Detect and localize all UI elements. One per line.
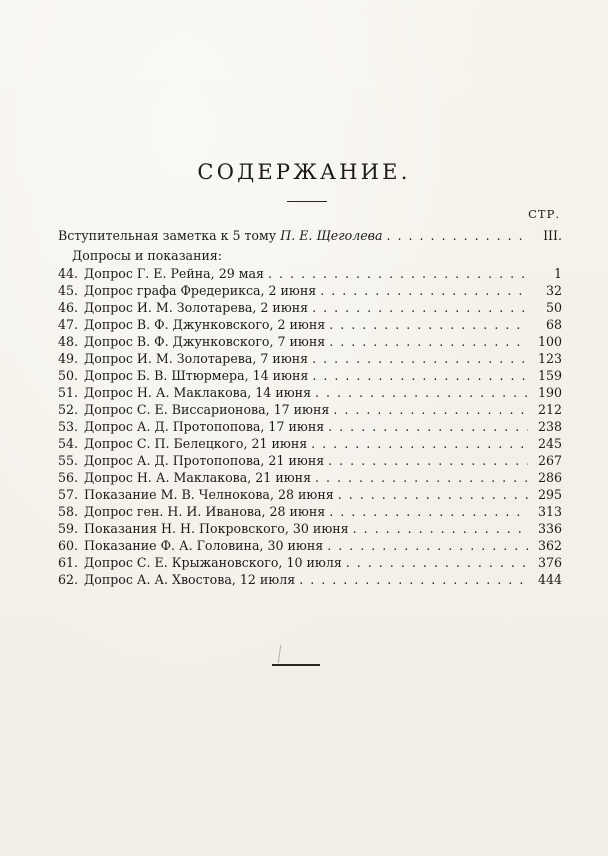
entry-number: 52.	[58, 402, 79, 417]
contents-entry	[58, 503, 562, 520]
contents-entry	[58, 384, 562, 401]
entry-page-number: 68	[545, 317, 562, 332]
entry-title: Допрос А. Д. Протопопова, 21 июня	[84, 453, 325, 468]
entry-number: 47.	[58, 317, 79, 332]
dot-leader	[311, 384, 528, 401]
entry-label	[58, 503, 325, 520]
contents-entry	[58, 350, 562, 367]
entry-page-number: 50	[545, 300, 562, 315]
entry-title: Допрос графа Фредерикса, 2 июня	[84, 283, 317, 298]
entry-number: 45.	[58, 283, 79, 298]
dot-leader	[323, 537, 528, 554]
contents-entry	[58, 367, 562, 384]
entry-title: Показание Ф. А. Головина, 30 июня	[84, 538, 324, 553]
entry-page-number: 212	[537, 402, 562, 417]
dot-leader	[308, 299, 528, 316]
entry-number: 46.	[58, 300, 79, 315]
entry-label	[58, 299, 308, 316]
dot-leader	[329, 401, 528, 418]
section-heading	[58, 247, 562, 265]
entry-number: 49.	[58, 351, 79, 366]
dot-leader	[342, 554, 528, 571]
entry-label	[58, 265, 264, 282]
intro-label: Вступительная заметка к 5 тому	[58, 228, 277, 243]
entry-number: 61.	[58, 555, 79, 570]
section-label: Допросы и показания:	[72, 248, 223, 263]
entry-number: 51.	[58, 385, 79, 400]
entry-page-number: 313	[537, 504, 562, 519]
contents-entry	[58, 282, 562, 299]
entry-title: Допрос И. М. Золотарева, 2 июня	[84, 300, 309, 315]
intro-page-number: III.	[543, 228, 562, 243]
entry-label	[58, 486, 334, 503]
entry-page-number: 376	[537, 555, 562, 570]
entry-title: Допрос И. М. Золотарева, 7 июня	[84, 351, 309, 366]
closing-rule	[272, 664, 320, 666]
dot-leader	[295, 571, 528, 588]
entry-label	[58, 520, 349, 537]
entry-page-number: 444	[537, 572, 562, 587]
entry-number: 59.	[58, 521, 79, 536]
dot-leader	[264, 265, 528, 282]
entry-number: 53.	[58, 419, 79, 434]
dot-leader	[325, 503, 528, 520]
entry-label	[58, 435, 307, 452]
entry-title: Допрос ген. Н. И. Иванова, 28 июня	[84, 504, 326, 519]
entry-page-number: 159	[537, 368, 562, 383]
entry-title: Допрос А. А. Хвостова, 12 июля	[84, 572, 296, 587]
entry-title: Допрос Н. А. Маклакова, 21 июня	[84, 470, 312, 485]
entry-title: Допрос В. Ф. Джунковского, 2 июня	[84, 317, 326, 332]
entry-number: 57.	[58, 487, 79, 502]
contents-entry	[58, 554, 562, 571]
entry-page-number: 362	[537, 538, 562, 553]
entry-label	[58, 418, 324, 435]
contents-entry	[58, 469, 562, 486]
ornament-mark	[278, 645, 281, 663]
contents-entry	[58, 316, 562, 333]
intro-entry	[58, 226, 562, 246]
contents-entry	[58, 486, 562, 503]
entry-label	[58, 384, 311, 401]
intro-label-wrap	[58, 226, 383, 246]
entry-label	[58, 367, 308, 384]
entry-title: Показание М. В. Челнокова, 28 июня	[84, 487, 334, 502]
entry-title: Допрос В. Ф. Джунковского, 7 июня	[84, 334, 326, 349]
contents-list	[58, 226, 562, 588]
entry-label	[58, 469, 311, 486]
dot-leader	[325, 316, 528, 333]
contents-entry	[58, 520, 562, 537]
entry-label	[58, 452, 324, 469]
dot-leader	[349, 520, 528, 537]
entry-label	[58, 401, 329, 418]
entry-page-number: 32	[545, 283, 562, 298]
intro-author: П. Е. Щеголева	[280, 228, 383, 243]
entry-number: 54.	[58, 436, 79, 451]
contents-entry	[58, 537, 562, 554]
dot-leader	[383, 226, 528, 246]
entry-number: 44.	[58, 266, 79, 281]
entry-label	[58, 316, 325, 333]
entry-rows	[58, 265, 562, 588]
entry-number: 60.	[58, 538, 79, 553]
dot-leader	[307, 435, 528, 452]
entry-label	[58, 282, 316, 299]
dot-leader	[308, 350, 528, 367]
entry-page-number: 190	[537, 385, 562, 400]
entry-number: 58.	[58, 504, 79, 519]
entry-title: Допрос Н. А. Маклакова, 14 июня	[84, 385, 312, 400]
entry-label	[58, 554, 342, 571]
entry-number: 62.	[58, 572, 79, 587]
entry-title: Допрос С. Е. Виссарионова, 17 июня	[84, 402, 330, 417]
entry-title: Допрос Г. Е. Рейна, 29 мая	[84, 266, 264, 281]
entry-label	[58, 571, 295, 588]
entry-title: Показания Н. Н. Покровского, 30 июня	[84, 521, 349, 536]
page-column-heading: СТР.	[528, 207, 560, 221]
contents-entry	[58, 435, 562, 452]
entry-title: Допрос С. П. Белецкого, 21 июня	[84, 436, 308, 451]
entry-page-number: 295	[537, 487, 562, 502]
entry-title: Допрос А. Д. Протопопова, 17 июня	[84, 419, 325, 434]
entry-label	[58, 350, 308, 367]
contents-entry	[58, 265, 562, 282]
entry-page-number: 286	[537, 470, 562, 485]
title-divider	[287, 201, 327, 202]
dot-leader	[311, 469, 528, 486]
page-title: СОДЕРЖАНИЕ.	[197, 160, 411, 184]
dot-leader	[316, 282, 528, 299]
dot-leader	[308, 367, 528, 384]
entry-number: 50.	[58, 368, 79, 383]
dot-leader	[325, 333, 528, 350]
dot-leader	[334, 486, 528, 503]
entry-number: 55.	[58, 453, 79, 468]
entry-number: 56.	[58, 470, 79, 485]
entry-page-number: 267	[537, 453, 562, 468]
contents-entry	[58, 299, 562, 316]
entry-title: Допрос Б. В. Штюрмера, 14 июня	[84, 368, 309, 383]
contents-entry	[58, 571, 562, 588]
entry-page-number: 123	[537, 351, 562, 366]
entry-page-number: 245	[537, 436, 562, 451]
entry-number: 48.	[58, 334, 79, 349]
contents-entry	[58, 418, 562, 435]
entry-label	[58, 333, 325, 350]
contents-entry	[58, 333, 562, 350]
dot-leader	[324, 418, 528, 435]
entry-page-number: 100	[537, 334, 562, 349]
contents-entry	[58, 452, 562, 469]
entry-page-number: 1	[553, 266, 562, 281]
dot-leader	[324, 452, 528, 469]
entry-title: Допрос С. Е. Крыжановского, 10 июля	[84, 555, 342, 570]
contents-entry	[58, 401, 562, 418]
entry-page-number: 336	[537, 521, 562, 536]
entry-label	[58, 537, 323, 554]
entry-page-number: 238	[537, 419, 562, 434]
